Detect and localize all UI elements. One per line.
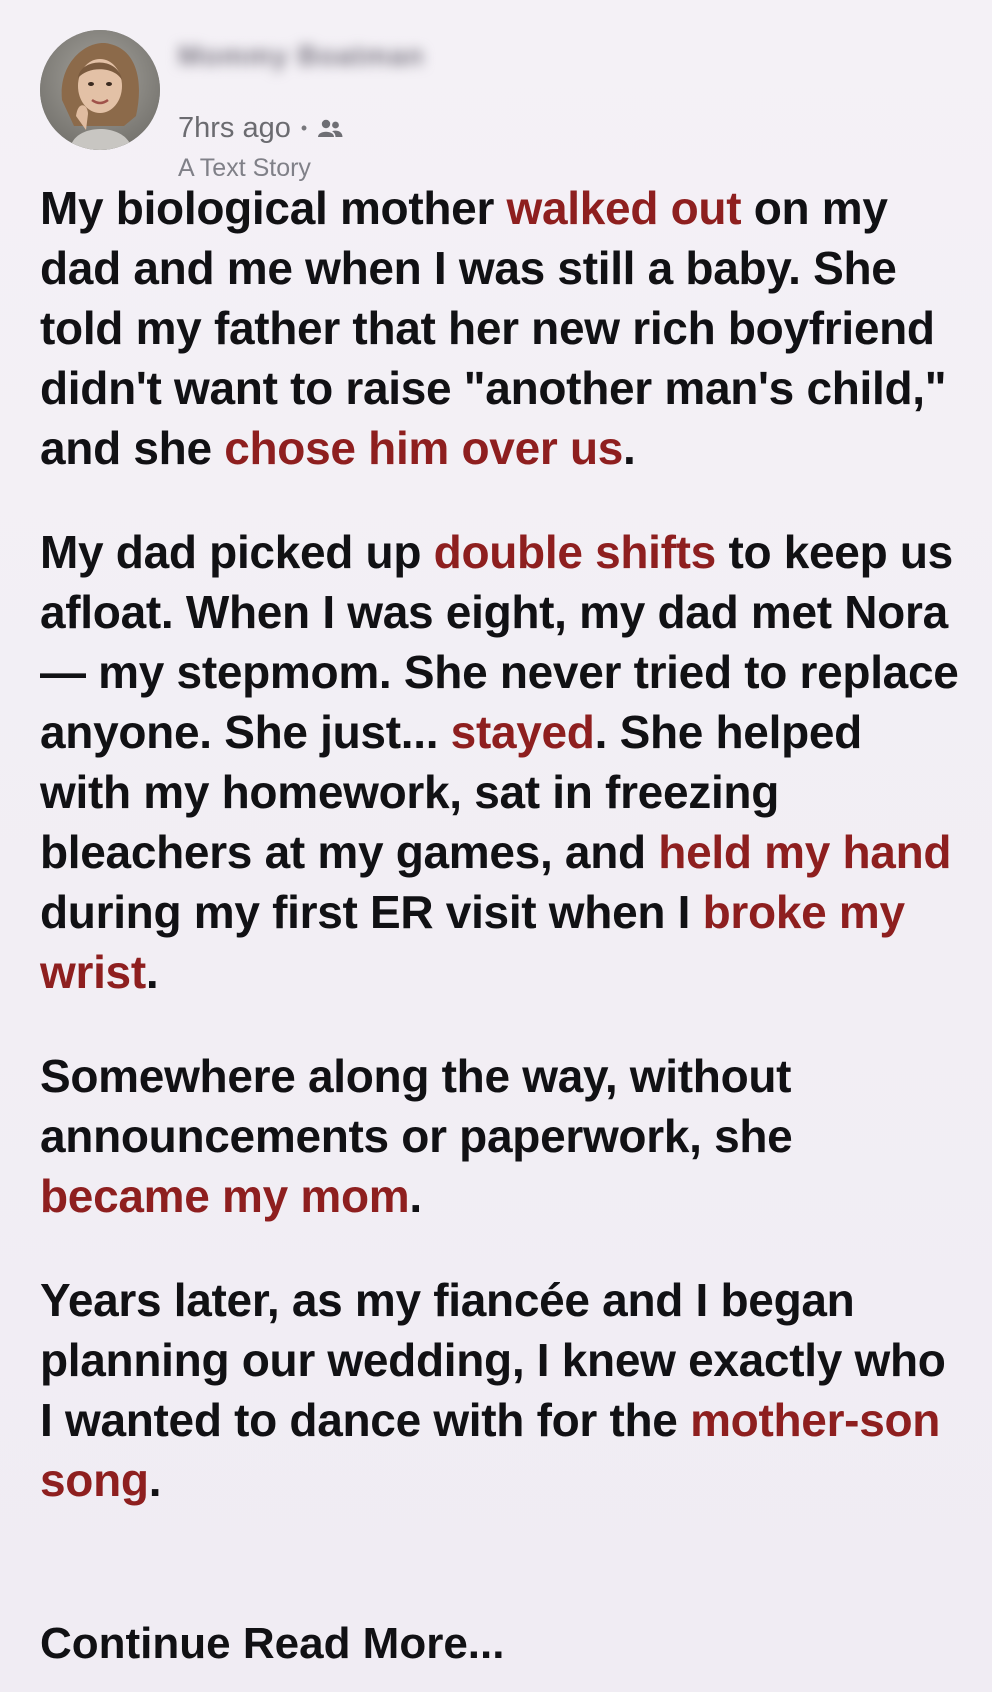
story-paragraph-3 xyxy=(40,1046,960,1226)
story-text: . xyxy=(409,1170,422,1222)
highlighted-text: stayed xyxy=(450,706,595,758)
story-body xyxy=(40,178,960,1510)
story-text: . She helped with my homework, sat in freezing bleachers at my games, and xyxy=(40,706,862,878)
highlighted-text: mother-son song xyxy=(40,1394,941,1506)
highlighted-text: held my hand xyxy=(658,826,952,878)
avatar-photo-icon xyxy=(40,30,160,150)
story-paragraph-4 xyxy=(40,1270,960,1510)
continue-reading-link[interactable]: Continue Read More... xyxy=(40,1619,505,1668)
story-text: My biological mother xyxy=(40,182,507,234)
story-text: Somewhere along the way, without announcements or paperwork, she xyxy=(40,1050,793,1162)
story-text: during my first ER visit when I xyxy=(40,886,703,938)
story-text: My dad picked up xyxy=(40,526,434,578)
author-name-text: Mommy Boatman xyxy=(178,40,425,71)
story-type-label: A Text Story xyxy=(178,154,311,182)
post-meta xyxy=(178,112,343,145)
avatar[interactable] xyxy=(40,30,160,150)
highlighted-text: walked out xyxy=(506,182,742,234)
story-paragraph-2 xyxy=(40,522,960,1002)
highlighted-text: chose him over us xyxy=(224,422,624,474)
meta-separator: • xyxy=(300,118,308,138)
highlighted-text: became my mom xyxy=(40,1170,410,1222)
story-text: . xyxy=(623,422,636,474)
story-text: Years later, as my fiancée and I began planning our wedding, I knew exactly who I wanted to dance with for the xyxy=(40,1274,946,1446)
timestamp[interactable]: 7hrs ago xyxy=(178,112,291,144)
author-name[interactable] xyxy=(178,40,468,74)
story-paragraph-1 xyxy=(40,178,960,478)
story-text: on my dad and me when I was still a baby. She told my father that her new rich boyfriend didn't want to raise "another man's child," and she xyxy=(40,182,947,474)
highlighted-text: broke my wrist xyxy=(40,886,905,998)
story-text: to keep us afloat. When I was eight, my dad met Nora — my stepmom. She never tried to replace anyone. She just... xyxy=(40,526,959,758)
story-text: . xyxy=(148,1454,162,1506)
friends-icon[interactable] xyxy=(317,118,343,140)
highlighted-text: double shifts xyxy=(433,526,716,578)
post-header xyxy=(40,30,940,182)
story-text: . xyxy=(145,946,159,998)
